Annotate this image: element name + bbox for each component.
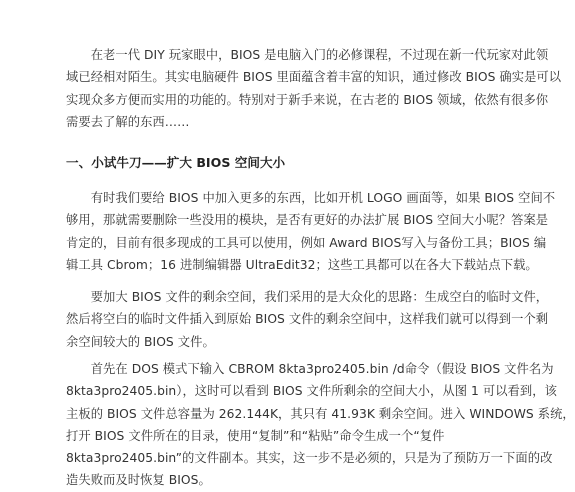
text-line: 首先在 DOS 模式下输入 CBROM 8kta3pro2405.bin /d命令（假设 BIOS 文件名为: [66, 362, 554, 376]
text-line: 有时我们要给 BIOS 中加入更多的东西，比如开机 LOGO 画面等，如果 BIOS 空间不: [66, 191, 556, 205]
intro-paragraph: [66, 44, 562, 133]
text-line: 辑工具 Cbrom；16 进制编辑器 UltraEdit32；这些工具都可以在各大下载站点下载。: [66, 257, 538, 272]
text-line: 要加大 BIOS 文件的剩余空间，我们采用的是大众化的思路：生成空白的临时文件，: [66, 290, 549, 304]
text-line: 然后将空白的临时文件插入到原始 BIOS 文件的剩余空间中，这样我们就可以得到一个剩: [66, 312, 549, 327]
text-line: 8kta3pro2405.bin），这时可以看到 BIOS 文件所剩余的空间大小，从图 1 可以看到，该: [66, 384, 557, 399]
text-line: 打开 BIOS 文件所在的目录，使用“复制”和“粘贴”命令生成一个“复件: [66, 428, 445, 443]
text-line: 肯定的，目前有很多现成的工具可以使用，例如 Award BIOS写入与备份工具；BIOS 编: [66, 235, 547, 250]
text-line: 主板的 BIOS 文件总容量为 262.144K，其只有 41.93K 剩余空间。进入 WINDOWS 系统，: [66, 406, 575, 421]
text-line: 需要去了解的东西……: [66, 114, 190, 129]
text-line: 在老一代 DIY 玩家眼中，BIOS 是电脑入门的必修课程，不过现在新一代玩家对此领: [66, 48, 549, 62]
text-line: 够用，那就需要删除一些没用的模块，是否有更好的办法扩展 BIOS 空间大小呢？答案是: [66, 213, 549, 228]
text-line: 域已经相对陌生。其实电脑硬件 BIOS 里面蕴含着丰富的知识，通过修改 BIOS 确实是可以: [66, 70, 562, 85]
text-line: 8kta3pro2405.bin”的文件副本。其实，这一步不是必须的，只是为了预防万一下面的改: [66, 451, 553, 466]
paragraph-3: [66, 358, 575, 492]
paragraph-2: [66, 286, 549, 353]
text-line: 造失败而及时恢复 BIOS。: [66, 473, 211, 488]
section-heading: 一、小试牛刀——扩大 BIOS 空间大小: [66, 155, 286, 170]
paragraph-1: [66, 187, 556, 276]
text-line: 实现众多方便而实用的功能的。特别对于新手来说，在古老的 BIOS 领域，依然有很多你: [66, 92, 549, 107]
text-line: 余空间较大的 BIOS 文件。: [66, 334, 215, 349]
